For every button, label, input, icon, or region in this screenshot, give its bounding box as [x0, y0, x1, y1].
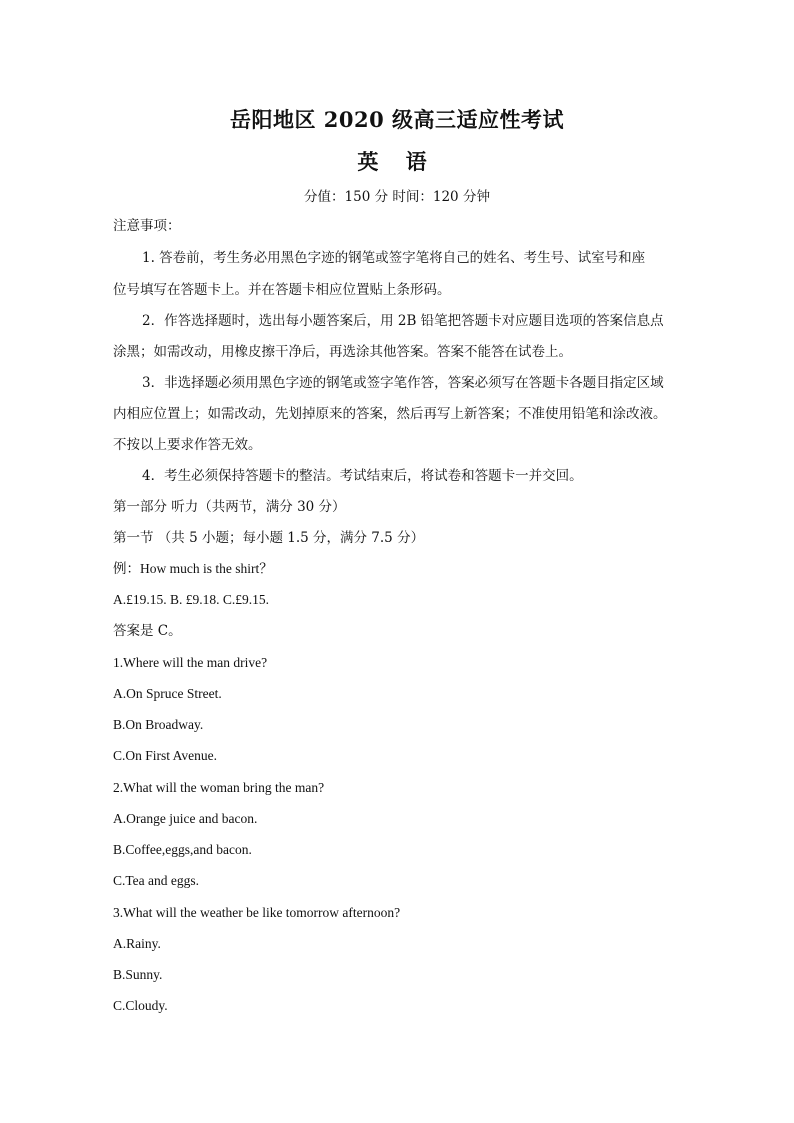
- option-item: C.Tea and eggs.: [113, 873, 200, 888]
- part-heading: 第一部分 听力（共两节，满分 30 分）: [113, 499, 346, 515]
- notice-line: 4．考生必须保持答题卡的整洁。考试结束后，将试卷和答题卡一并交回。: [142, 468, 583, 484]
- notice-line: 内相应位置上；如需改动，先划掉原来的答案，然后再写上新答案；不准使用铅笔和涂改液。: [113, 406, 667, 422]
- notice-line: 位号填写在答题卡上。并在答题卡相应位置贴上条形码。: [113, 282, 451, 298]
- option-item: B.Coffee,eggs,and bacon.: [113, 842, 252, 857]
- example-options: A.£19.15. B. £9.18. C.£9.15.: [113, 592, 270, 607]
- option-item: B.Sunny.: [113, 967, 163, 982]
- option-item: C.On First Avenue.: [113, 748, 217, 763]
- notice-line: 涂黑；如需改动，用橡皮擦干净后，再选涂其他答案。答案不能答在试卷上。: [113, 344, 572, 360]
- section-heading: 第一节 （共 5 小题；每小题 1.5 分，满分 7.5 分）: [113, 530, 425, 546]
- notice-heading: 注意事项：: [113, 218, 181, 234]
- question-text: 1.Where will the man drive?: [113, 655, 268, 670]
- score-time-info: 分值：150 分 时间：120 分钟: [304, 189, 490, 205]
- exam-title: 岳阳地区 2020 级高三适应性考试: [229, 107, 565, 132]
- notice-line: 2．作答选择题时，选出每小题答案后，用 2B 铅笔把答题卡对应题目选项的答案信息点: [142, 313, 664, 329]
- option-item: C.Cloudy.: [113, 998, 168, 1013]
- notice-line: 不按以上要求作答无效。: [113, 437, 262, 453]
- option-item: A.Rainy.: [113, 936, 161, 951]
- question-text: 2.What will the woman bring the man?: [113, 780, 325, 795]
- example-question: 例：How much is the shirt？: [113, 561, 273, 576]
- subject-title: 英 语: [357, 149, 437, 174]
- question-text: 3.What will the weather be like tomorrow afternoon?: [113, 905, 401, 920]
- notice-line: 3．非选择题必须用黑色字迹的钢笔或签字笔作答，答案必须写在答题卡各题目指定区域: [142, 375, 664, 391]
- example-answer: 答案是 C。: [113, 623, 182, 639]
- option-item: B.On Broadway.: [113, 717, 204, 732]
- option-item: A.On Spruce Street.: [113, 686, 222, 701]
- option-item: A.Orange juice and bacon.: [113, 811, 258, 826]
- notice-line: 1. 答卷前，考生务必用黑色字迹的钢笔或签字笔将自己的姓名、考生号、试室号和座: [142, 250, 646, 266]
